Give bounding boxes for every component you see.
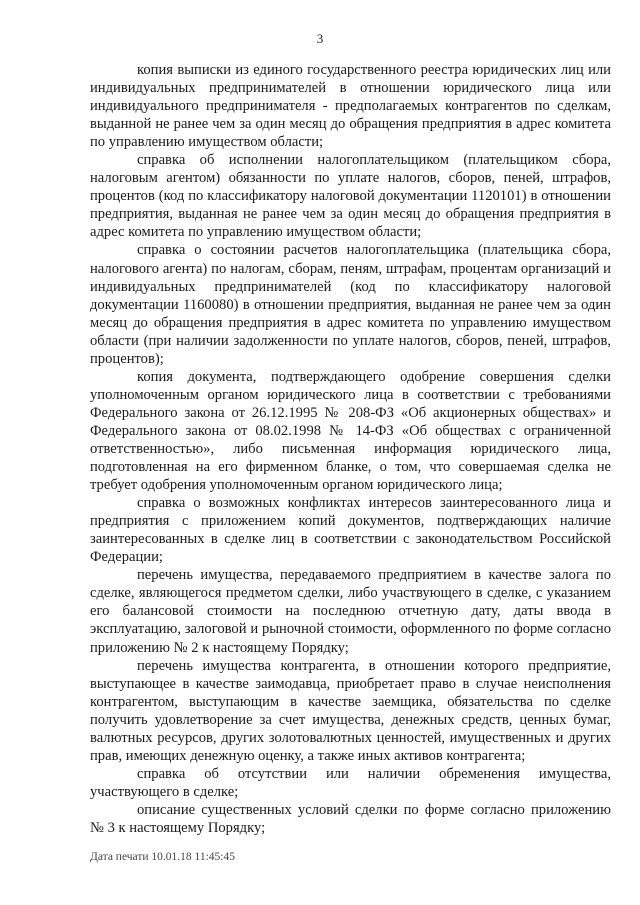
paragraph-encumbrance-certificate: справка об отсутствии или наличии обременения имущества, участвующего в сделке; [90, 765, 611, 800]
paragraph-pledged-property-list: перечень имущества, передаваемого предприятием в качестве залога по сделке, являющегося предметом сделки, либо участвующего в сделке, с указанием его балансовой стоимости на последнюю отчетную дату, даты ввода в эксплуатацию, залоговой и рыночной стоимости, оформленного по форме согласно приложению № 2 к настоящему Порядку; [90, 567, 611, 656]
print-date-footer: Дата печати 10.01.18 11:45:45 [90, 851, 236, 863]
paragraph-counterparty-property-list: перечень имущества контрагента, в отношении которого предприятие, выступающее в качестве заимодавца, приобретает право в случае неисполнения контрагентом, выступающим в качестве заемщика, обязательства по сделке получить удовлетворение за счет имущества, денежных средств, ценных бумаг, валютных ресурсов, других золотовалютных ценностей, имущественных и других прав, имеющих денежную оценку, а также иных активов контрагента; [90, 657, 611, 764]
paragraph-transaction-terms: описание существенных условий сделки по форме согласно приложению № 3 к настоящему Порядку; [90, 801, 611, 836]
document-body [90, 61, 611, 837]
page-number: 3 [316, 31, 324, 46]
paragraph-tax-compliance-certificate: справка об исполнении налогоплательщиком (плательщиком сбора, налоговым агентом) обязанности по уплате налогов, сборов, пеней, штрафов, процентов (код по классификатору налоговой документации 1120101) в отношении предприятия, выданная не ранее чем за один месяц до обращения предприятия в адрес комитета по управлению имуществом области; [90, 152, 611, 241]
paragraph-tax-settlement-certificate: справка о состоянии расчетов налогоплательщика (плательщика сбора, налогового агента) по налогам, сборам, пеням, штрафам, процентам организаций и индивидуальных предпринимателей (код по классификатору налоговой документации 1160080) в отношении предприятия, выданная не ранее чем за один месяц до обращения предприятия в адрес комитета по управлению имуществом области (при наличии задолженности по уплате налогов, сборов, пеней, штрафов, процентов); [90, 242, 611, 367]
paragraph-conflict-of-interest: справка о возможных конфликтах интересов заинтересованного лица и предприятия с приложением копий документов, подтверждающих наличие заинтересованных в сделке лиц в соответствии с законодательством Российской Федерации; [90, 495, 611, 566]
paragraph-transaction-approval: копия документа, подтверждающего одобрение совершения сделки уполномоченным органом юридического лица в соответствии с требованиями Федерального закона от 26.12.1995 № 208-ФЗ «Об акционерных обществах» и Федерального закона от 08.02.1998 № 14-ФЗ «Об обществах с ограниченной ответственностью», либо письменная информация юридического лица, подготовленная на его фирменном бланке, о том, что совершаемая сделка не требует одобрения уполномоченным органом юридического лица; [90, 368, 611, 494]
paragraph-egrul-extract: копия выписки из единого государственного реестра юридических лиц или индивидуальных предпринимателей в отношении юридического лица или индивидуального предпринимателя - предполагаемых контрагентов по сделкам, выданной не ранее чем за один месяц до обращения предприятия в адрес комитета по управлению имуществом области; [90, 62, 611, 151]
